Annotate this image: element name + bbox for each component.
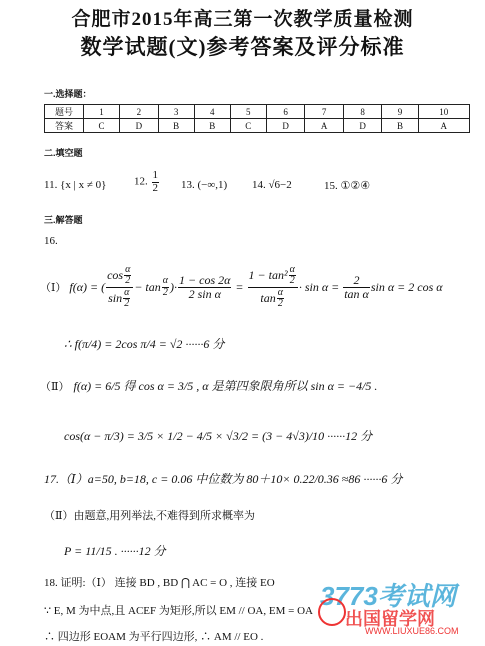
question-16-part1-label: （Ⅰ） [40, 282, 67, 294]
table-header-number: 题号 [45, 105, 84, 119]
table-cell: D [266, 119, 305, 133]
table-cell: A [305, 119, 344, 133]
table-header-answer: 答案 [45, 119, 84, 133]
answer-13: 13. (−∞,1) [181, 179, 228, 191]
table-cell: C [84, 119, 120, 133]
fraction-cos-over-sin: cos $\frac{\alpha}{2}$ sin $\frac{\alpha}{2}$ [106, 265, 133, 310]
table-cell: 4 [194, 105, 230, 119]
answer-12-label: 12. [134, 175, 148, 188]
question-18-line2: ∵ E, M 为中点,且 ACEF 为矩形,所以 EM // OA, EM = OA [44, 605, 313, 617]
table-cell: D [120, 119, 159, 133]
table-cell: 8 [343, 105, 382, 119]
answer-table [44, 104, 470, 133]
table-cell: 9 [382, 105, 418, 119]
section-choice-heading: 一.选择题： [44, 89, 92, 99]
document-title-line1: 合肥市2015年高三第一次教学质量检测 [71, 9, 414, 30]
table-row-numbers [45, 105, 470, 119]
answer-12-numerator: 1 [152, 169, 158, 181]
table-row-answers [45, 119, 470, 133]
section-fill-heading: 二.填空题 [44, 148, 83, 158]
table-cell: 7 [305, 105, 344, 119]
fraction-1-minus-cos2a: $\frac{1 - \cos 2\alpha}{\text{2 sin α}}$ [179, 272, 231, 301]
question-16-part1-formula: （Ⅰ） f(α) = ( cos $\frac{\alpha}{2}$ sin $\frac{\alpha}{2}$ − tan $\frac{\alpha}{2}$ )· $\frac{1 - \cos 2\alpha}{\text{2 sin α}}$ = 1 − tan² $\frac{\alpha}{2}$ tan $\frac{\alpha}{2}$ · sin α = $\frac{2}{\text{tan α}}$ sin α = 2 cos α [40, 263, 443, 309]
table-cell: A [418, 119, 470, 133]
answer-14: 14. √6−2 [252, 179, 292, 191]
question-16-part2-label: （Ⅱ） [40, 381, 70, 393]
watermark-url: WWW.LIUXUE86.COM [365, 626, 459, 636]
answer-11: 11. {x | x ≠ 0} [44, 179, 107, 191]
table-cell: B [194, 119, 230, 133]
answer-12-fraction [152, 170, 160, 194]
answer-12-denominator: 2 [152, 181, 158, 194]
question-17-line1: 17.（Ⅰ）a=50, b=18, c = 0.06 中位数为 80＋10× 0.22/0.36 ≈86 ······6 分 [44, 472, 403, 486]
table-cell: C [230, 119, 266, 133]
question-18-line1: 18. 证明:（Ⅰ） 连接 BD , BD ⋂ AC = O , 连接 EO [44, 577, 275, 589]
section-solution-heading: 三.解答题 [44, 215, 83, 225]
table-cell: 2 [120, 105, 159, 119]
table-cell: B [158, 119, 194, 133]
table-cell: 3 [158, 105, 194, 119]
question-18-line3: ∴ 四边形 EOAM 为平行四边形, ∴ AM // EO . [44, 631, 264, 643]
table-cell: B [382, 119, 418, 133]
table-cell: 1 [84, 105, 120, 119]
table-cell: D [343, 119, 382, 133]
table-cell: 6 [266, 105, 305, 119]
watermark-sub: 出国留学网 [345, 609, 435, 629]
table-cell: 10 [418, 105, 470, 119]
watermark-owl-icon [318, 598, 346, 626]
answer-12 [134, 170, 160, 194]
fraction-1-minus-tan2: 1 − tan² $\frac{\alpha}{2}$ tan $\frac{\alpha}{2}$ [248, 265, 298, 310]
table-cell: 5 [230, 105, 266, 119]
question-16-part1-result: ∴ f(π/4) = 2cos π/4 = √2 ······6 分 [64, 337, 225, 351]
answer-15: 15. ①②④ [324, 180, 371, 192]
document-title-line2: 数学试题(文)参考答案及评分标准 [80, 35, 405, 59]
watermark-brand: 3773考试网 [320, 581, 456, 611]
question-16-part2-block [40, 377, 377, 395]
question-17-line2: （Ⅱ）由题意,用列举法,不难得到所求概率为 [44, 510, 255, 522]
question-16-part2-line2: cos(α − π/3) = 3/5 × 1/2 − 4/5 × √3/2 = (3 − 4√3)/10 ······12 分 [64, 429, 373, 443]
question-16-part2-line1: f(α) = 6/5 得 cos α = 3/5 , α 是第四象限角所以 sin α = −4/5 . [73, 379, 378, 393]
question-17-line3: P = 11/15 . ······12 分 [64, 544, 166, 558]
fraction-2-over-tan: $\frac{2}{\text{tan α}}$ [344, 272, 369, 301]
question-16-number: 16. [44, 235, 58, 247]
